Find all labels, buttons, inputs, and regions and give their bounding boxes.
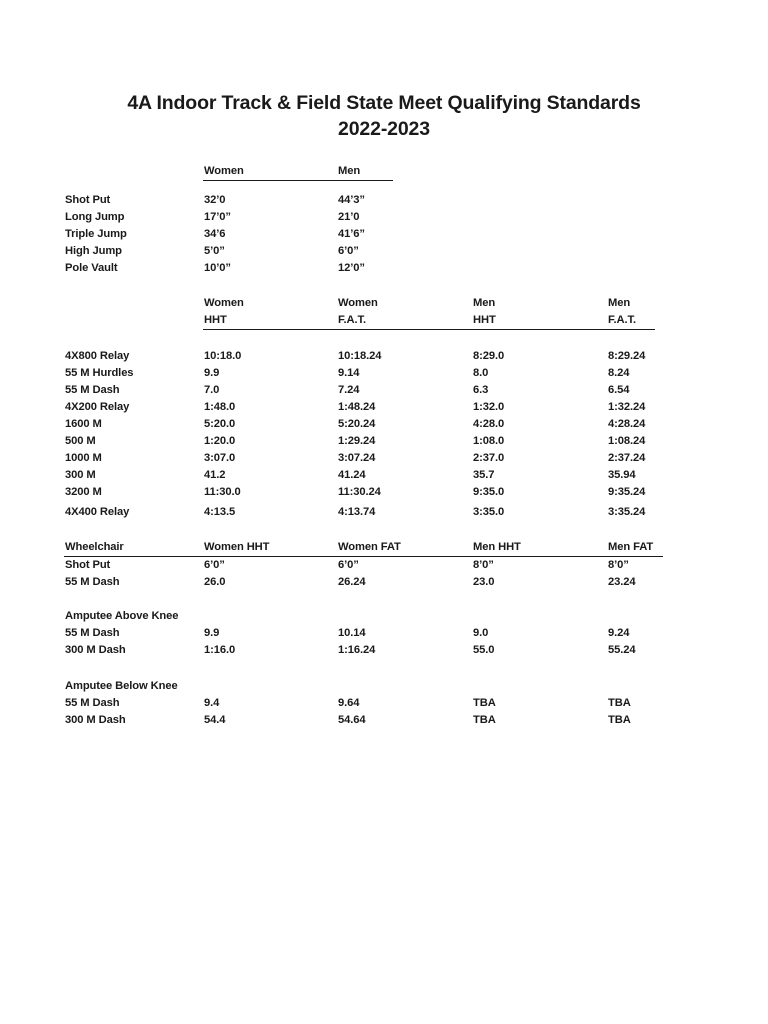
running-women-hht: 1:20.0 <box>204 435 236 447</box>
running-header-row-1 <box>0 295 768 312</box>
table-row <box>0 712 768 729</box>
field-value-women: 5’0” <box>204 245 225 257</box>
aak-women-fat: 1:16.24 <box>338 644 376 656</box>
running-men-hht: 1:32.0 <box>473 401 505 413</box>
abk-women-hht: 54.4 <box>204 714 226 726</box>
table-row <box>0 209 768 226</box>
running-women-fat: 11:30.24 <box>338 486 381 498</box>
abk-women-fat: 54.64 <box>338 714 366 726</box>
running-header-hht-men: HHT <box>473 314 496 326</box>
abk-men-hht: TBA <box>473 697 496 709</box>
table-row <box>0 467 768 484</box>
field-value-men: 41’6” <box>338 228 365 240</box>
running-header-men-2: Men <box>608 297 631 309</box>
running-women-fat: 9.14 <box>338 367 360 379</box>
field-value-men: 44’3” <box>338 194 365 206</box>
running-event-name: 1600 M <box>65 418 102 430</box>
aak-women-hht: 1:16.0 <box>204 644 236 656</box>
table-row <box>0 365 768 382</box>
running-women-hht: 10:18.0 <box>204 350 242 362</box>
running-women-hht: 5:20.0 <box>204 418 236 430</box>
running-women-fat: 4:13.74 <box>338 506 376 518</box>
field-value-men: 21’0 <box>338 211 360 223</box>
table-row <box>0 625 768 642</box>
running-men-fat: 2:37.24 <box>608 452 646 464</box>
wheelchair-women-fat: 6’0” <box>338 559 359 571</box>
running-women-hht: 4:13.5 <box>204 506 236 518</box>
table-row <box>0 348 768 365</box>
aak-men-fat: 55.24 <box>608 644 636 656</box>
wheelchair-men-hht: 8’0” <box>473 559 494 571</box>
aak-event-name: 300 M Dash <box>65 644 126 656</box>
wheelchair-header-row <box>0 539 768 556</box>
running-men-hht: 1:08.0 <box>473 435 505 447</box>
running-header-men-1: Men <box>473 297 496 309</box>
wheelchair-women-fat: 26.24 <box>338 576 366 588</box>
running-women-hht: 11:30.0 <box>204 486 241 498</box>
running-men-hht: 2:37.0 <box>473 452 505 464</box>
wheelchair-event-name: Shot Put <box>65 559 111 571</box>
field-event-name: Shot Put <box>65 194 111 206</box>
running-men-hht: 35.7 <box>473 469 495 481</box>
table-row <box>0 226 768 243</box>
table-row <box>0 260 768 277</box>
field-event-name: Pole Vault <box>65 262 118 274</box>
running-event-name: 4X800 Relay <box>65 350 130 362</box>
wheelchair-header-men-hht: Men HHT <box>473 541 521 553</box>
field-events-header-rule <box>203 180 393 181</box>
title-line-2: 2022-2023 <box>338 118 430 140</box>
amputee-below-knee-title: Amputee Below Knee <box>65 680 178 692</box>
field-value-women: 34’6 <box>204 228 226 240</box>
running-men-fat: 6.54 <box>608 384 630 396</box>
wheelchair-men-fat: 8’0” <box>608 559 629 571</box>
running-men-hht: 3:35.0 <box>473 506 505 518</box>
abk-women-hht: 9.4 <box>204 697 220 709</box>
aak-women-hht: 9.9 <box>204 627 220 639</box>
abk-men-fat: TBA <box>608 697 631 709</box>
wheelchair-header-women-fat: Women FAT <box>338 541 401 553</box>
aak-event-name: 55 M Dash <box>65 627 120 639</box>
running-men-fat: 1:32.24 <box>608 401 646 413</box>
running-header-women-2: Women <box>338 297 378 309</box>
running-women-hht: 1:48.0 <box>204 401 236 413</box>
running-women-fat: 1:48.24 <box>338 401 376 413</box>
running-women-fat: 7.24 <box>338 384 360 396</box>
table-row <box>0 504 768 521</box>
running-men-fat: 1:08.24 <box>608 435 646 447</box>
amputee-above-knee-title: Amputee Above Knee <box>65 610 179 622</box>
table-row <box>0 192 768 209</box>
running-men-hht: 8.0 <box>473 367 489 379</box>
running-women-hht: 7.0 <box>204 384 220 396</box>
field-header-men: Men <box>338 165 361 177</box>
running-event-name: 500 M <box>65 435 96 447</box>
table-row <box>0 484 768 501</box>
running-men-fat: 4:28.24 <box>608 418 646 430</box>
wheelchair-men-hht: 23.0 <box>473 576 495 588</box>
abk-men-hht: TBA <box>473 714 496 726</box>
wheelchair-women-hht: 26.0 <box>204 576 226 588</box>
title-line-1: 4A Indoor Track & Field State Meet Qualifying Standards <box>127 92 641 114</box>
running-event-name: 300 M <box>65 469 96 481</box>
running-header-hht-women: HHT <box>204 314 227 326</box>
running-women-fat: 10:18.24 <box>338 350 382 362</box>
wheelchair-header-men-fat: Men FAT <box>608 541 654 553</box>
field-value-women: 32’0 <box>204 194 226 206</box>
wheelchair-men-fat: 23.24 <box>608 576 636 588</box>
running-event-name: 55 M Hurdles <box>65 367 134 379</box>
running-men-fat: 3:35.24 <box>608 506 646 518</box>
running-women-hht: 9.9 <box>204 367 220 379</box>
running-header-row-2 <box>0 312 768 329</box>
aak-men-hht: 9.0 <box>473 627 489 639</box>
table-row <box>0 433 768 450</box>
running-women-hht: 3:07.0 <box>204 452 236 464</box>
abk-event-name: 300 M Dash <box>65 714 126 726</box>
table-row <box>0 574 768 591</box>
wheelchair-women-hht: 6’0” <box>204 559 225 571</box>
running-event-name: 55 M Dash <box>65 384 120 396</box>
running-men-hht: 6.3 <box>473 384 489 396</box>
running-men-hht: 8:29.0 <box>473 350 505 362</box>
running-men-hht: 9:35.0 <box>473 486 505 498</box>
page-title <box>0 90 768 142</box>
abk-event-name: 55 M Dash <box>65 697 120 709</box>
running-header-rule <box>203 329 655 330</box>
field-event-name: Triple Jump <box>65 228 127 240</box>
running-women-fat: 3:07.24 <box>338 452 376 464</box>
running-women-hht: 41.2 <box>204 469 226 481</box>
table-row <box>0 450 768 467</box>
field-value-women: 10’0” <box>204 262 231 274</box>
running-women-fat: 41.24 <box>338 469 366 481</box>
abk-women-fat: 9.64 <box>338 697 360 709</box>
running-women-fat: 1:29.24 <box>338 435 376 447</box>
wheelchair-header-label: Wheelchair <box>65 541 124 553</box>
running-women-fat: 5:20.24 <box>338 418 376 430</box>
table-row <box>0 557 768 574</box>
running-men-fat: 35.94 <box>608 469 636 481</box>
running-header-women-1: Women <box>204 297 244 309</box>
field-events-header-row <box>0 163 768 180</box>
field-value-men: 6’0” <box>338 245 359 257</box>
field-event-name: Long Jump <box>65 211 125 223</box>
running-men-fat: 8:29.24 <box>608 350 646 362</box>
wheelchair-header-women-hht: Women HHT <box>204 541 270 553</box>
field-value-women: 17’0” <box>204 211 231 223</box>
table-row <box>0 382 768 399</box>
table-row <box>0 399 768 416</box>
running-event-name: 1000 M <box>65 452 102 464</box>
running-men-fat: 9:35.24 <box>608 486 646 498</box>
field-event-name: High Jump <box>65 245 122 257</box>
field-value-men: 12’0” <box>338 262 365 274</box>
running-event-name: 4X200 Relay <box>65 401 130 413</box>
running-men-hht: 4:28.0 <box>473 418 505 430</box>
running-event-name: 4X400 Relay <box>65 506 130 518</box>
aak-women-fat: 10.14 <box>338 627 366 639</box>
running-header-fat-women: F.A.T. <box>338 314 366 326</box>
running-header-fat-men: F.A.T. <box>608 314 636 326</box>
abk-men-fat: TBA <box>608 714 631 726</box>
aak-men-fat: 9.24 <box>608 627 630 639</box>
aak-men-hht: 55.0 <box>473 644 495 656</box>
table-row <box>0 695 768 712</box>
field-header-women: Women <box>204 165 244 177</box>
wheelchair-event-name: 55 M Dash <box>65 576 120 588</box>
running-men-fat: 8.24 <box>608 367 630 379</box>
table-row <box>0 243 768 260</box>
table-row <box>0 416 768 433</box>
running-event-name: 3200 M <box>65 486 102 498</box>
table-row <box>0 642 768 659</box>
